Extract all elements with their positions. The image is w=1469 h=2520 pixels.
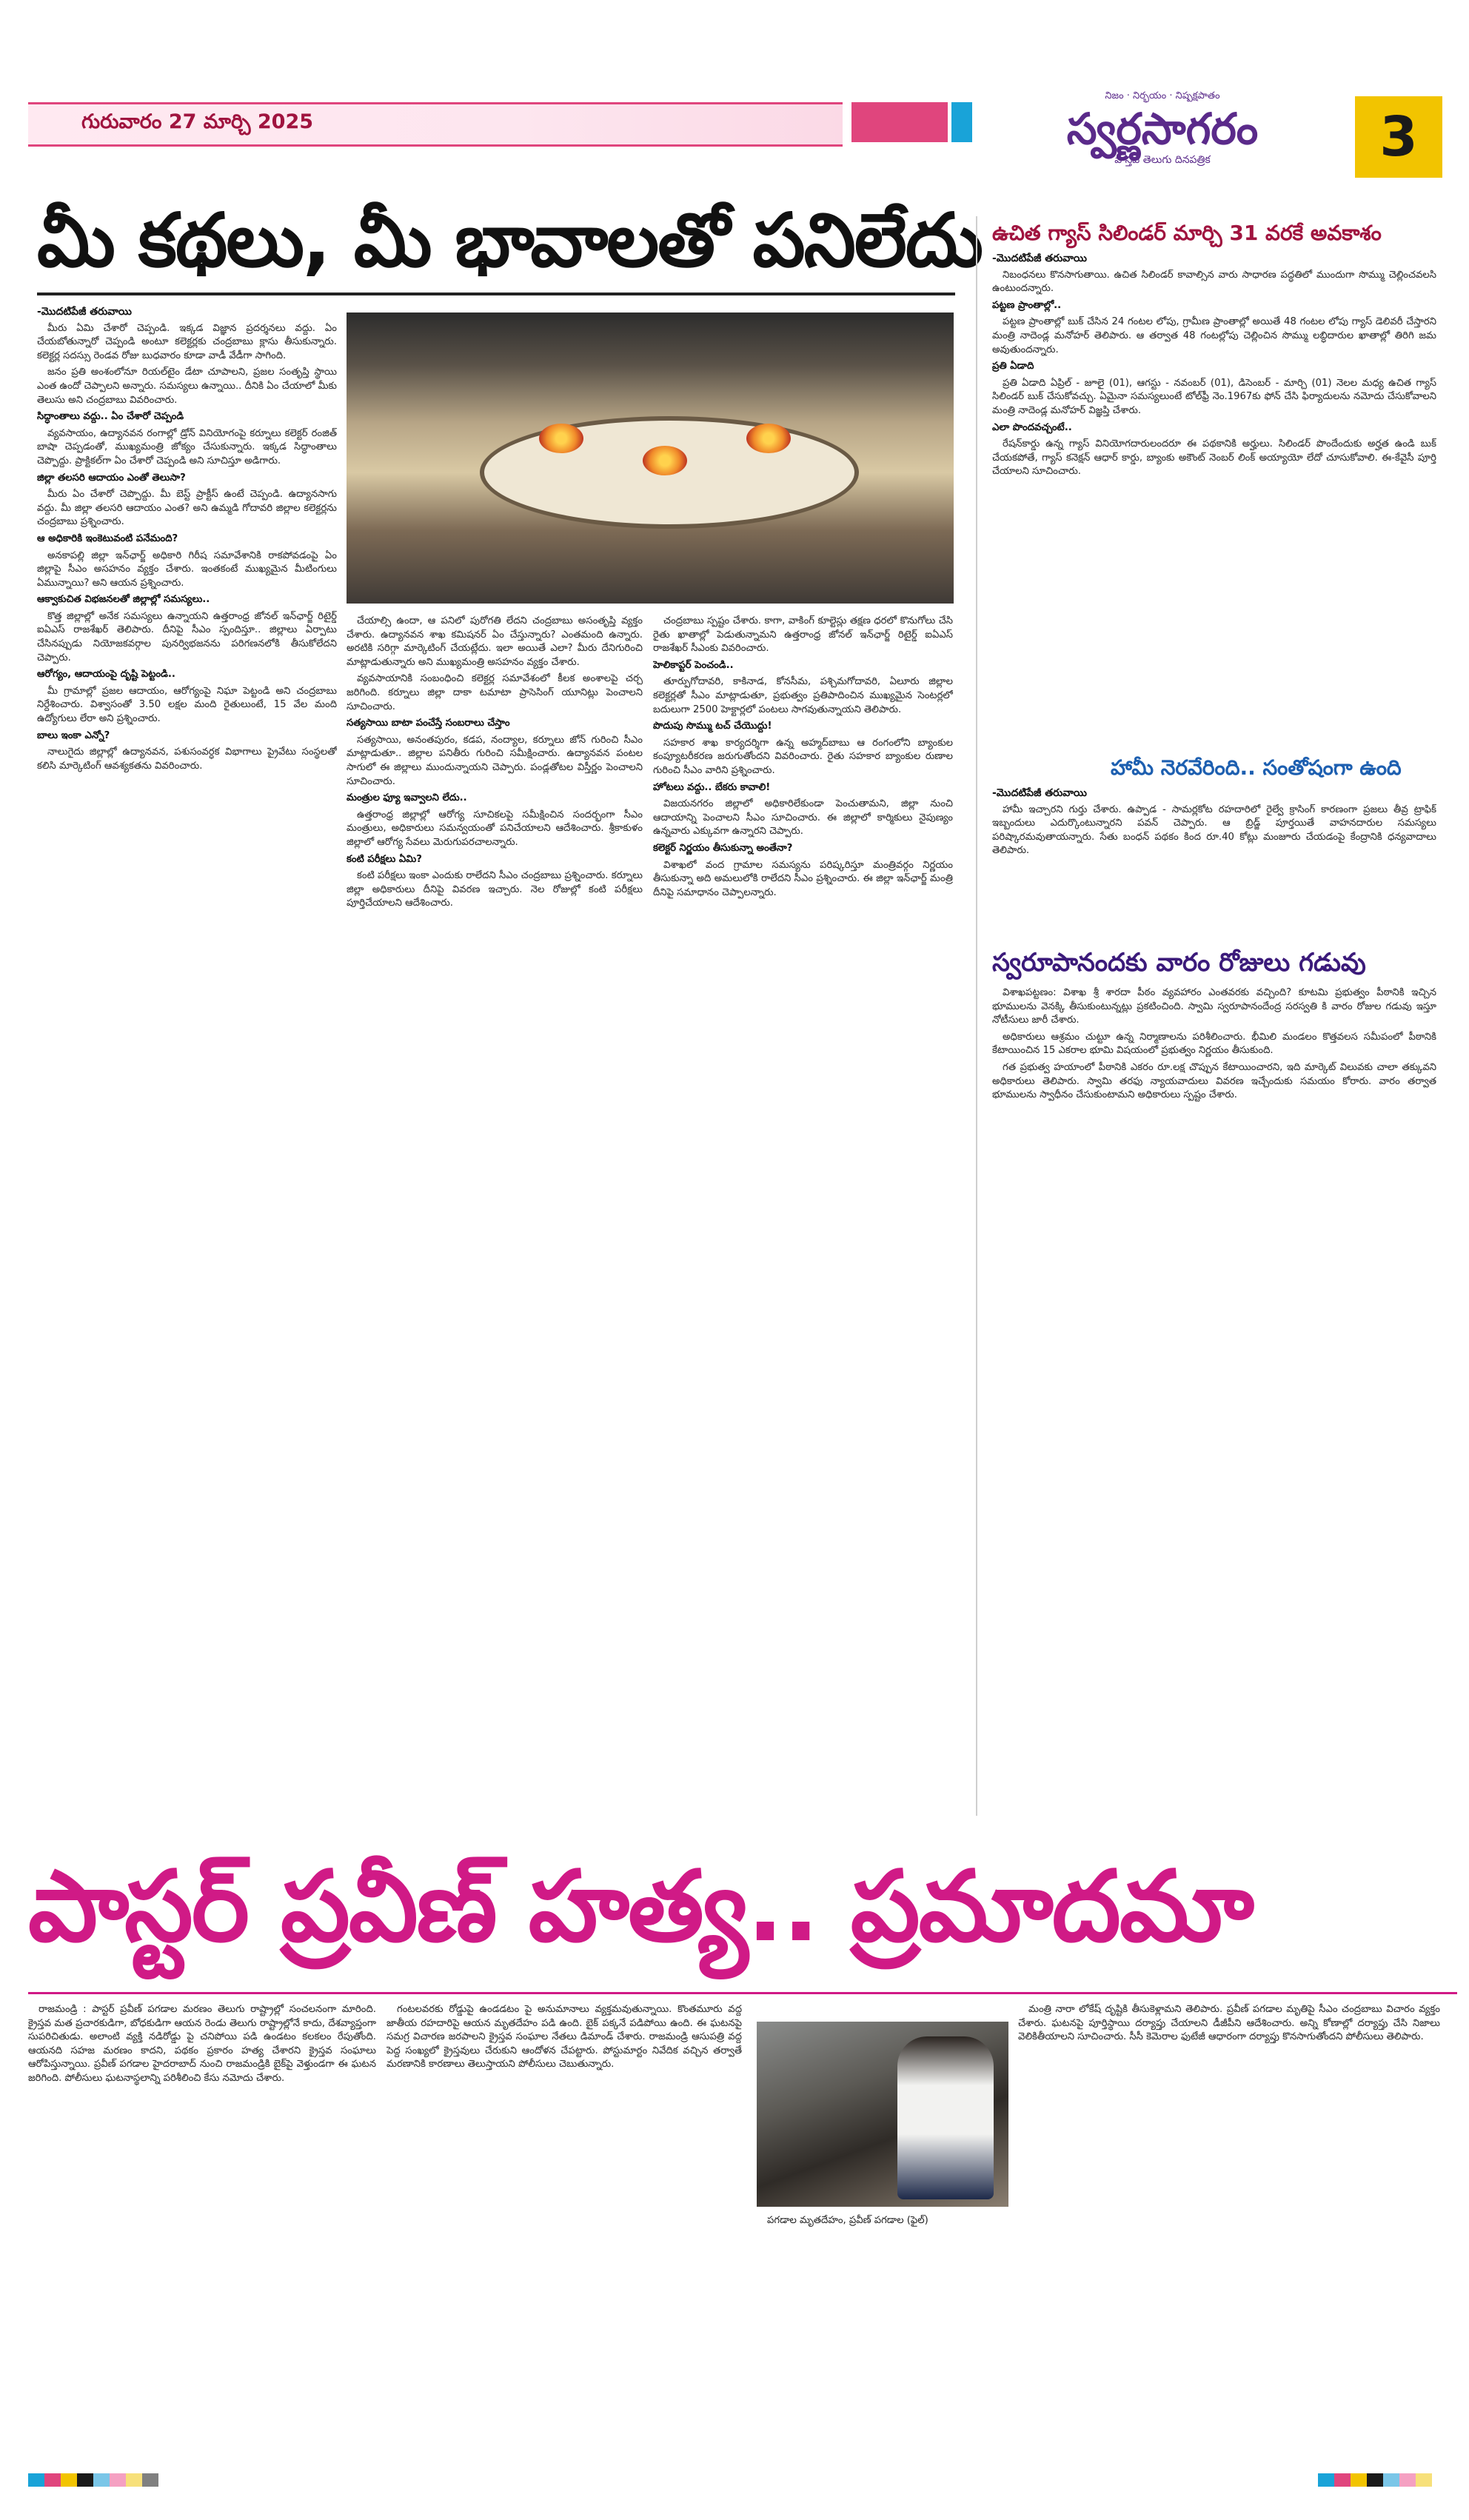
paragraph: చంద్రబాబు స్పష్టం చేశారు. కాగా, వాకింగ్ కూల్టెస్లు తక్షణ ధరలో కొనుగోలు చేసి రైతు ఖాతాల్లో పెడుతున్నామని ఉత్తరాంధ్ర జోనల్ ఇన్‌ఛార్జ్ రిటైర్డ్ ఐఏఎస్ రాజశేఖర్ సీఎంకు వివరించారు. <box>653 615 953 655</box>
subheading: సత్యసాయి బాటా పంచేస్తే సంబరాలు చేస్తాం <box>347 718 510 729</box>
paragraph: అనకాపల్లి జిల్లా ఇన్‌ఛార్జ్ అధికారి గిరీష సమావేశానికి రాకపోవడంపై ఏం జిల్లాపై సీఎం అసహనం వ్యక్తం చేశారు. ఇంతకంటే ముఖ్యమైన మీటింగులు ఏమున్నాయి? అని ఆయన ప్రశ్నించారు. <box>37 549 337 589</box>
main-headline: మీ కథలు, మీ భావాలతో పనిలేదు <box>37 197 982 284</box>
byline: -మొదటిపేజీ తరువాయి <box>992 253 1087 264</box>
paragraph: మీ గ్రామాల్లో ప్రజల ఆదాయం, ఆరోగ్యంపై నిఘా పెట్టండి అని చంద్రబాబు నిర్దేశించారు. విశ్వాసంతో 3.50 లక్షల మంది రైతులుంటే, 15 వేల మంది ఉద్యోగులు లేరా అని ప్రశ్నించారు. <box>37 685 337 725</box>
subheading: సిద్ధాంతాలు వద్దు.. ఏం చేశారో చెప్పండి <box>37 411 184 423</box>
paragraph: అధికారులు ఆశ్రమం చుట్టూ ఉన్న నిర్మాణాలను పరిశీలించారు. భీమిలి మండలం కొత్తవలస సమీపంలో పీఠానికి కేటాయించిన 15 ఎకరాల భూమి విషయంలో ప్రభుత్వం నిర్ణయం తీసుకుంది. <box>992 1031 1436 1057</box>
pastor-article-column-2 <box>387 2003 742 2447</box>
promise-fulfilled-headline: హామీ నెరవేరింది.. సంతోషంగా ఉంది <box>1111 755 1402 780</box>
subheading: జిల్లా తలసరి ఆదాయం ఎంతో తెలుసా? <box>37 472 186 484</box>
paragraph: వ్యవసాయానికి సంబంధించి కలెక్టర్ల సమావేశంలో కీలక అంశాలపై చర్చ జరిగింది. కర్నూలు జిల్లా దాకా టమాటా ప్రాసెసింగ్ యూనిట్లు పెంచాలని సూచించారు. <box>347 673 643 712</box>
subheading: కంటి పరీక్షలు ఏమి? <box>347 853 422 865</box>
pastor-headline-part-1: పాస్టర్ ప్రవీణ్ <box>28 1850 496 1964</box>
byline: -మొదటిపేజీ తరువాయి <box>37 306 132 318</box>
paragraph: నాలుగైదు జిల్లాల్లో ఉద్యానవన, పశుసంవర్ధక విభాగాలు ప్రైవేటు సంస్థలతో కలిసి మార్కెటింగ్ ఆవశ్యకతను వివరించారు. <box>37 746 337 772</box>
masthead-tagline: నిజం · నిర్భయం · నిష్పక్షపాతం <box>1105 90 1220 101</box>
paragraph: గంటలవరకు రోడ్డుపై ఉండడటం పై అనుమానాలు వ్యక్తమవుతున్నాయి. కొంతమూరు వద్ద జాతీయ రహదారిపై ఆయన మృతదేహం పడి ఉంది. బైక్ పక్కనే పడిపోయి ఉంది. ఈ ఘటనపై సమగ్ర విచారణ జరపాలని క్రైస్తవ సంఘాల నేతలు డిమాండ్ చేశారు. రాజమండ్రి ఆసుపత్రి వద్ద పెద్ద సంఖ్యలో క్రైస్తవులు చేరుకుని ఆందోళన చేపట్టారు. పోస్టుమార్టం నివేదిక వచ్చిన తర్వాతే మరణానికి కారణాలు తెలుస్తాయని పోలీసులు చెబుతున్నారు. <box>387 2004 742 2071</box>
paragraph: జనం ప్రతి అంశంలోనూ రియల్‌టైం డేటా చూపాలని, ప్రజల సంతృప్తి స్థాయి ఎంత ఉందో చెప్పాలని అన్నారు. సమస్యలు ఉన్నాయి.. దీనికి ఏం చేయాలో మీకు తెలుసు అని చంద్రబాబు వివరించారు. <box>37 367 337 406</box>
flower-arrangement <box>643 446 687 475</box>
page-number: 3 <box>1355 96 1442 178</box>
caption-text: పగడాల మృతదేహం, ప్రవీణ్ పగడాల (ఫైల్) <box>767 2215 928 2226</box>
main-article-column-2 <box>347 615 643 1770</box>
flower-arrangement <box>539 424 583 453</box>
paragraph: నిబంధనలు కొనసాగుతాయి. ఉచిత సిలిండర్ కావాల్సిన వారు సాధారణ పద్ధతిలో ముందుగా సొమ్ము చెల్లించవలసి ఉంటుందన్నారు. <box>992 269 1436 295</box>
gas-cylinder-article <box>992 252 1436 741</box>
subheading: బాలు ఇంకా ఎన్నో? <box>37 729 110 741</box>
paragraph: పట్టణ ప్రాంతాల్లో బుక్ చేసిన 24 గంటల లోపు, గ్రామీణ ప్రాంతాల్లో అయితే 48 గంటల లోపు గ్యాస్ డెలివరీ చేస్తారని మంత్రి నాదెండ్ల మనోహర్ తెలిపారు. ఆ తర్వాత 48 గంటల్లోపు చెల్లించిన సొమ్ము లబ్ధిదారుల ఖాతాల్లో తిరిగి జమ అవుతుందన్నారు. <box>992 316 1436 355</box>
photo-caption <box>757 2214 1008 2259</box>
pastor-headline-rule <box>28 1992 1457 1994</box>
main-article-column-3 <box>653 615 953 1770</box>
byline: -మొదటిపేజీ తరువాయి <box>992 787 1087 799</box>
subheading: పట్టణ ప్రాంతాల్లో.. <box>992 299 1062 311</box>
newspaper-name: స్వర్ణసాగరం <box>1066 104 1259 154</box>
flower-arrangement <box>746 424 791 453</box>
swaroopananda-headline: స్వరూపానందకు వారం రోజులు గడువు <box>992 948 1366 977</box>
paragraph: సహకార శాఖ కార్యదర్శిగా ఉన్న అహ్మద్‌బాబు ఆ రంగంలోని బ్యాంకుల కంప్యూటరీకరణ జరుగుతోందని వివరించారు. రైతు సహకార బ్యాంకుల రుణాల గురించి సీఎం వారిని ప్రశ్నించారు. <box>653 737 953 776</box>
color-registration-bar <box>1318 2473 1432 2487</box>
swaroopananda-article <box>992 986 1436 1779</box>
paragraph: కంటి పరీక్షలు ఇంకా ఎందుకు రాలేదని సీఎం చంద్రబాబు ప్రశ్నించారు. కర్నూలు జిల్లా అధికారులు దీనిపై వివరణ ఇచ్చారు. నెల రోజుల్లో కంటి పరీక్షలు పూర్తిచేయాలని ఆదేశించారు. <box>347 870 643 909</box>
paragraph: మీరు ఏం చేశారో చెప్పొద్దు. మీ బెస్ట్ ప్రాక్టీస్ ఉంటే చెప్పండి. ఉద్యానసాగు వద్దు. మీ జిల్లా తలసరి ఆదాయం ఎంత? అని ఉమ్మడి గోదావరి జిల్లాల కలెక్టర్లను చంద్రబాబు ప్రశ్నించారు. <box>37 489 337 528</box>
issue-date: గురువారం 27 మార్చి 2025 <box>81 110 314 133</box>
paragraph: వ్యవసాయం, ఉద్యానవన రంగాల్లో డ్రోన్ వినియోగంపై కర్నూలు కలెక్టర్ రంజిత్ బాషా చెప్పడంతో, ముఖ్యమంత్రి జోక్యం చేసుకున్నారు. ఇక్కడ సిద్ధాంతాలు చెప్పొద్దు. ప్రాక్టికల్‌గా ఏం చేశారో చెప్పండి అని సూచిస్తూ అడిగారు. <box>37 427 337 467</box>
paragraph: రేషన్‌కార్డు ఉన్న గ్యాస్ వినియోగదారులందరూ ఈ పథకానికి అర్హులు. సిలిండర్ పొందేందుకు అర్హత ఉండి బుక్ చేయకపోతే, గ్యాస్ కనెక్షన్ ఆధార్ కార్డు, బ్యాంకు అకౌంట్ నెంబర్ లింక్ అయ్యాయో లేదో చూసుకోవాలి. ఈ-కేవైసీ పూర్తి చేయాలని సూచించారు. <box>992 438 1436 478</box>
color-registration-bar <box>28 2473 158 2487</box>
pastor-photo <box>757 2022 1008 2207</box>
header-accent-block-cyan <box>951 102 972 142</box>
pastor-portrait <box>897 2036 994 2199</box>
subheading: ఎలా పొందవచ్చంటే.. <box>992 421 1072 433</box>
subheading: ఆరోగ్యం, ఆదాయంపై దృష్టి పెట్టండి.. <box>37 669 175 681</box>
subheading: హెలికాప్టర్ పెంచండి.. <box>653 659 734 671</box>
pastor-article-column-1 <box>28 2003 376 2447</box>
subheading: ఆ అధికారికి ఇంకెటువంటి పనేమంది? <box>37 532 178 544</box>
pastor-headline-part-2: హత్య.. ప్రమాదమా <box>528 1850 1253 1964</box>
paragraph: విశాఖపట్టణం: విశాఖ శ్రీ శారదా పీఠం వ్యవహారం ఎంతవరకు వచ్చింది? కూటమి ప్రభుత్వం పీఠానికి ఇచ్చిన భూములను వెనక్కి తీసుకుంటున్నట్లు ప్రకటించింది. స్వామి స్వరూపానందేంద్ర సరస్వతి కి వారం రోజుల గడువు ఇస్తూ నోటీసులు జారీ చేశారు. <box>992 987 1436 1026</box>
subheading: మంత్రుల ఫ్యూ ఇవ్వాలని లేదు.. <box>347 792 467 804</box>
masthead <box>977 90 1348 179</box>
header-accent-block <box>851 102 948 142</box>
promise-fulfilled-article <box>992 786 1436 935</box>
subheading: పొదుపు సొమ్ము టచ్ చేయొద్దు! <box>653 721 772 732</box>
paragraph: హామీ ఇచ్చారని గుర్తు చేశారు. ఉప్పాడ - సామర్లకోట రహదారిలో రైల్వే క్రాసింగ్ కారణంగా ప్రజలు తీవ్ర ట్రాఫిక్ ఇబ్బందులు ఎదుర్కొంటున్నారని పవన్ చెప్పారు. ఆ బ్రిడ్జ్ పూర్తయితే వాహనదారుల సమస్యలు పరిష్కారమవుతాయన్నారు. సేతు బంధన్ పథకం కింద రూ.40 కోట్లు మంజూరు చేయడంపై కేంద్రానికి ధన్యవాదాలు తెలిపారు. <box>992 803 1436 857</box>
headline-rule <box>37 293 955 295</box>
paragraph: మంత్రి నారా లోకేష్ దృష్టికి తీసుకెళ్లామని తెలిపారు. ప్రవీణ్ పగడాల మృతిపై సీఎం చంద్రబాబు విచారం వ్యక్తం చేశారు. ఘటనపై పూర్తిస్థాయి దర్యాప్తు చేయాలని డీజీపీని ఆదేశించారు. అన్ని కోణాల్లో దర్యాప్తు చేసి నిజాలు వెలికితీయాలని సూచించారు. సీసీ కెమెరాల ఫుటేజీ ఆధారంగా దర్యాప్తు కొనసాగుతోందని పోలీసులు తెలిపారు. <box>1018 2004 1440 2043</box>
subheading: ప్రతి ఏడాది <box>992 361 1034 372</box>
subheading: హోటలు వద్దు.. బేకరు కావాలి! <box>653 781 771 793</box>
paragraph: తూర్పుగోదావరి, కాకినాడ, కోనసీమ, పశ్చిమగోదావరి, ఏలూరు జిల్లాల కలెక్టర్లతో సీఎం మాట్లాడుతూ, ప్రభుత్వం ప్రతిపాదించిన ముఖ్యమైన సెంటర్లలో బదులుగా 2500 హెక్టార్లలో పంటలు సాగవుతున్నాయని తెలిపారు. <box>653 676 953 715</box>
paragraph: రాజమండ్రి : పాస్టర్ ప్రవీణ్ పగడాల మరణం తెలుగు రాష్ట్రాల్లో సంచలనంగా మారింది. క్రైస్తవ మత ప్రచారకుడిగా, బోధకుడిగా ఆయన రెండు తెలుగు రాష్ట్రాల్లోనే కాదు, దేశవ్యాప్తంగా సుపరిచితుడు. అలాంటి వ్యక్తి నడిరోడ్డు పై చనిపోయి పడి ఉండటం కలకలం రేపుతోంది. ఆయనది సహజ మరణం కాదని, పథకం ప్రకారం హత్య చేశారని క్రైస్తవ సంఘాలు ఆరోపిస్తున్నాయి. ప్రవీణ్ పగడాల హైదరాబాద్ నుంచి రాజమండ్రికి బైక్‌పై వెళ్తుండగా ఈ ఘటన జరిగింది. పోలీసులు ఘటనాస్థలాన్ని పరిశీలించి కేసు నమోదు చేశారు. <box>28 2004 376 2084</box>
paragraph: విజయనగరం జిల్లాలో అధికారిలేకుండా పెంచుతామని, జిల్లా నుంచి ఆదాయాన్ని పెంచాలని సీఎం సూచించారు. ఈ జిల్లాలో కార్మికులు నైపుణ్యం ఉన్నవారు ఎక్కువగా ఉన్నారని చెప్పారు. <box>653 798 953 838</box>
paragraph: కొత్త జిల్లాల్లో అనేక సమస్యలు ఉన్నాయని ఉత్తరాంధ్ర జోనల్ ఇన్‌ఛార్జ్ రిటైర్డ్ ఐఏఎస్ రాజశేఖర్ తెలిపారు. దీనిపై సీఎం స్పందిస్తూ.. జిల్లాలు ఏర్పాటు చేసినప్పుడు నియోజకవర్గాల పునర్విభజనను పరిగణనలోకి తీసుకోలేదని చెప్పారు. <box>37 610 337 664</box>
subheading: ఆక్వాకుచిత విభజనలతో జిల్లాల్లో సమస్యలు.. <box>37 594 210 606</box>
paragraph: చేయాల్సి ఉందా, ఆ పనిలో పురోగతి లేదని చంద్రబాబు అసంతృప్తి వ్యక్తం చేశారు. ఉద్యానవన శాఖ కమిషనర్ ఏం చేస్తున్నారు? ఎంతమంది ఉన్నారు. అరటికి సరిగ్గా మార్కెటింగ్ చేయట్లేదు. ఇలా అయితే ఎలా? మీరు దేనిగురించి మాట్లాడుతున్నారు అని ముఖ్యమంత్రి అసహనం వ్యక్తం చేశారు. <box>347 615 643 668</box>
subheading: కలెక్టర్ నిర్ణయం తీసుకున్నా అంతేనా? <box>653 842 793 854</box>
gas-cylinder-headline: ఉచిత గ్యాస్ సిలిండర్ మార్చి 31 వరకే అవకాశం <box>992 221 1382 245</box>
paragraph: ఉత్తరాంధ్ర జిల్లాల్లో ఆరోగ్య సూచికలపై సమీక్షించిన సందర్భంగా సీఎం మంత్రులు, అధికారులు సమన్వయంతో పనిచేయాలని ఆదేశించారు. శ్రీకాకుళం జిల్లాలో ఆరోగ్య సేవలు మెరుగుపరచాలన్నారు. <box>347 809 643 848</box>
collectors-meeting-photo <box>347 313 954 604</box>
paragraph: మీరు ఏమి చేశారో చెప్పండి. ఇక్కడ విజ్ఞాన ప్రదర్శనలు వద్దు. ఏం చేయబోతున్నారో చెప్పండి అంటూ కలెక్టర్లకు చంద్రబాబు క్లాసు తీసుకున్నారు. కలెక్టర్ల సదస్సు రెండవ రోజు బుధవారం కూడా వాడీ వేడీగా సాగింది. <box>37 322 337 361</box>
date-banner <box>28 102 843 147</box>
pastor-article-column-3 <box>1018 2003 1440 2447</box>
paragraph: సత్యసాయి, అనంతపురం, కడప, నంద్యాల, కర్నూలు జోన్ గురించి సీఎం మాట్లాడుతూ.. జిల్లాల పనితీరు గురించి సమీక్షించారు. ఉద్యానవన పంటల సాగులో ఈ జిల్లాలు ముందున్నాయని చెప్పారు. పండ్లతోటల విస్తీర్ణం పెంచాలని సూచించారు. <box>347 734 643 787</box>
masthead-subtitle: వాస్తవ తెలుగు దినపత్రిక <box>1114 154 1211 166</box>
paragraph: ప్రతి ఏడాది ఏప్రిల్ - జూలై (01), ఆగస్టు - నవంబర్ (01), డిసెంబర్ - మార్చి (01) నెలల మధ్య ఉచిత గ్యాస్ సిలిండర్ బుక్ చేసుకోవచ్చు. ఏమైనా సమస్యలుంటే టోల్‌ఫ్రీ నెం.1967కు ఫోన్ చేసి ఫిర్యాదులను నమోదు చేసుకోవాలని మంత్రి నాదెండ్ల మనోహర్ విజ్ఞప్తి చేశారు. <box>992 377 1436 416</box>
paragraph: గత ప్రభుత్వ హయాంలో పీఠానికి ఎకరం రూ.లక్ష చొప్పున కేటాయించారని, ఇది మార్కెట్ విలువకు చాలా తక్కువని అధికారులు తెలిపారు. స్వామి తరఫు న్యాయవాదులు వివరణ ఇచ్చేందుకు సమయం కోరారు. వారం తర్వాత భూములను స్వాధీనం చేసుకుంటామని అధికారులు స్పష్టం చేశారు. <box>992 1061 1436 1101</box>
paragraph: విశాఖలో వంద గ్రామాల సమస్యను పరిష్కరిస్తూ మంత్రివర్గం నిర్ణయం తీసుకున్నా అది అమలులోకి రాలేదని సీఎం ప్రశ్నించారు. ఈ జిల్లా ఇన్‌ఛార్జ్ మంత్రి దీనిపై సమాధానం చెప్పాలన్నారు. <box>653 859 953 898</box>
pastor-headline <box>28 1844 1457 1970</box>
main-article-column-1 <box>37 305 337 1771</box>
